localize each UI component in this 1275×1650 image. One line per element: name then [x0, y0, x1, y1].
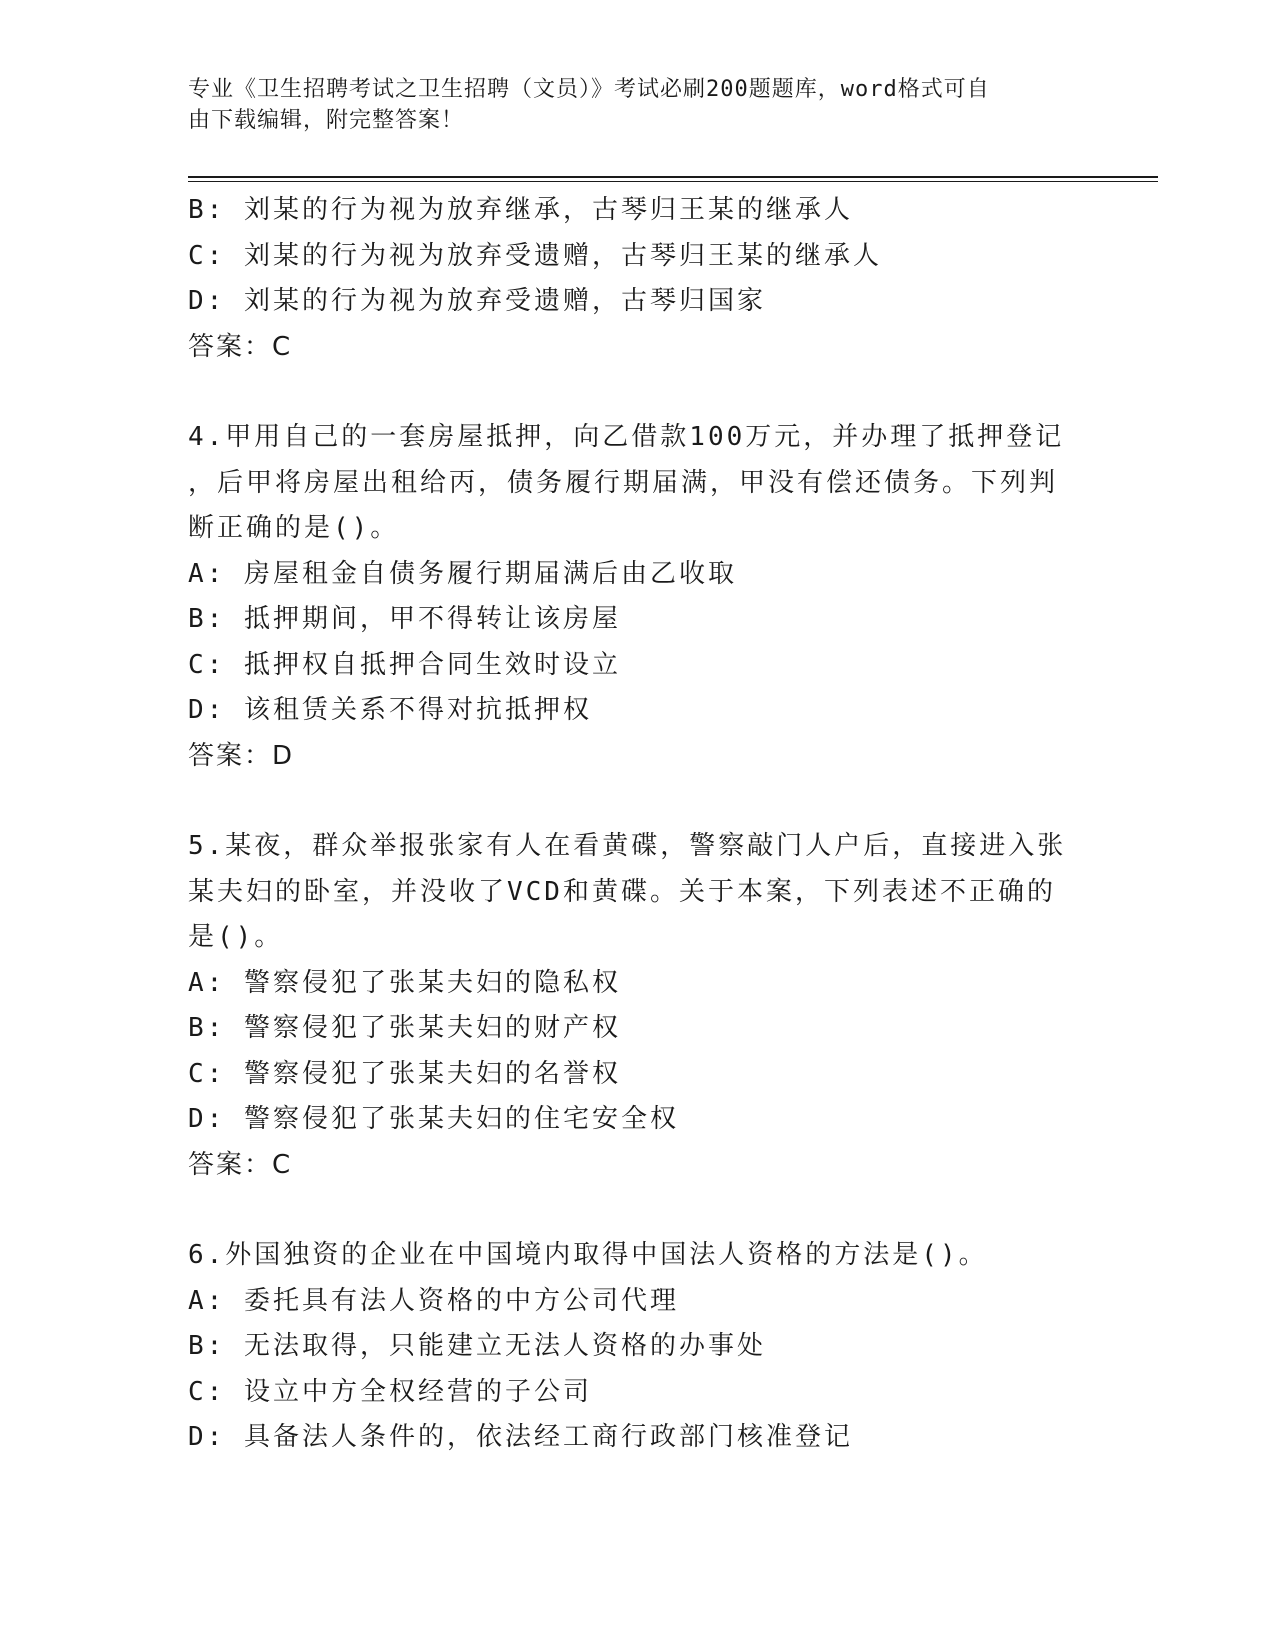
- option-d: D: 该租赁关系不得对抗抵押权: [188, 695, 592, 725]
- question-6: [188, 1233, 1068, 1461]
- question-3-continued: [188, 188, 1068, 370]
- option-c: C: 警察侵犯了张某夫妇的名誉权: [188, 1058, 621, 1089]
- question-4: [188, 415, 1068, 779]
- option-c: C: 刘某的行为视为放弃受遗赠，古琴归王某的继承人: [188, 240, 882, 271]
- question-5: [188, 824, 1068, 1188]
- option-a: A: 委托具有法人资格的中方公司代理: [188, 1285, 679, 1316]
- option-b: B: 刘某的行为视为放弃继承，古琴归王某的继承人: [188, 195, 853, 225]
- option-c: C: 抵押权自抵押合同生效时设立: [188, 649, 621, 680]
- option-d: D: 警察侵犯了张某夫妇的住宅安全权: [188, 1104, 679, 1134]
- spacer: [188, 370, 1068, 415]
- spacer: [188, 1188, 1068, 1233]
- option-a: A: 警察侵犯了张某夫妇的隐私权: [188, 967, 621, 998]
- page-header: [188, 74, 1068, 136]
- header-line-2: 由下载编辑，附完整答案！: [188, 108, 465, 133]
- question-stem-line: 断正确的是()。: [188, 513, 400, 543]
- answer: 答案：C: [188, 1149, 293, 1180]
- answer: 答案：D: [188, 740, 295, 771]
- question-stem-line: 5.某夜，群众举报张家有人在看黄碟，警察敲门人户后，直接进入张: [188, 831, 1067, 861]
- question-stem-line: ，后甲将房屋出租给丙，债务履行期届满，甲没有偿还债务。下列判: [188, 467, 1059, 498]
- option-b: B: 无法取得，只能建立无法人资格的办事处: [188, 1331, 766, 1361]
- option-c: C: 设立中方全权经营的子公司: [188, 1376, 592, 1407]
- question-stem-line: 6.外国独资的企业在中国境内取得中国法人资格的方法是()。: [188, 1240, 988, 1270]
- question-stem-line: 是()。: [188, 922, 284, 952]
- question-stem-line: 4.甲用自己的一套房屋抵押，向乙借款100万元，并办理了抵押登记: [188, 422, 1065, 452]
- question-stem-line: 某夫妇的卧室，并没收了VCD和黄碟。关于本案，下列表述不正确的: [188, 876, 1056, 907]
- option-b: B: 抵押期间，甲不得转让该房屋: [188, 604, 621, 634]
- option-d: D: 具备法人条件的，依法经工商行政部门核准登记: [188, 1422, 853, 1452]
- option-b: B: 警察侵犯了张某夫妇的财产权: [188, 1013, 621, 1043]
- header-line-1: 专业《卫生招聘考试之卫生招聘（文员）》考试必刷200题题库，word格式可自: [188, 77, 990, 102]
- document-body: [188, 188, 1068, 1461]
- option-d: D: 刘某的行为视为放弃受遗赠，古琴归国家: [188, 286, 766, 316]
- option-a: A: 房屋租金自债务履行期届满后由乙收取: [188, 558, 737, 589]
- answer: 答案：C: [188, 331, 293, 362]
- spacer: [188, 779, 1068, 824]
- header-divider: [188, 176, 1158, 182]
